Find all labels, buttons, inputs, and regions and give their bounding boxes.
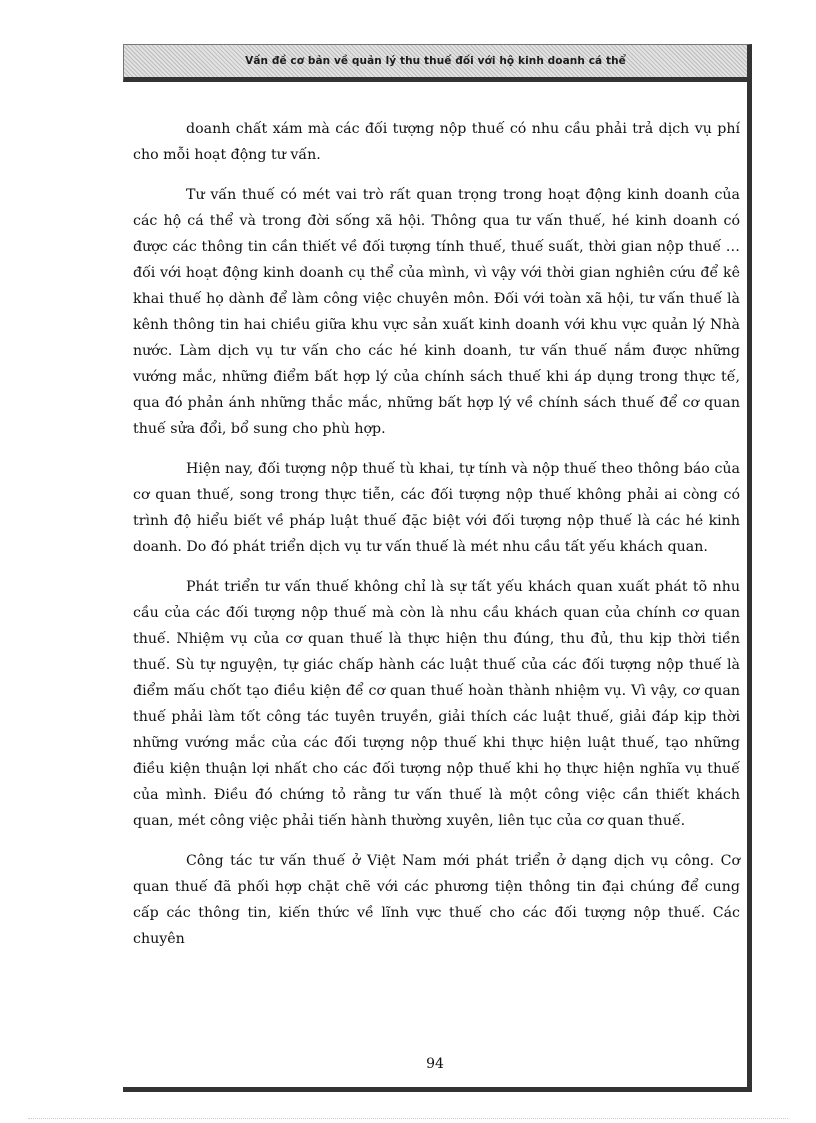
paragraph-1: doanh chất xám mà các đối tượng nộp thuế có nhu cầu phải trả dịch vụ phí cho mỗi hoạt động tư vấn.: [133, 121, 740, 163]
bottom-divider: [28, 1118, 788, 1119]
page-number: 94: [426, 1056, 444, 1072]
paragraph-5: Công tác tư vấn thuế ở Việt Nam mới phát triển ở dạng dịch vụ công. Cơ quan thuế đã phối hợp chặt chẽ với các phương tiện thông tin đại chúng để cung cấp các thông tin, kiến thức về lĩnh vực thuế cho các đối tượng nộp thuế. Các chuyên: [133, 853, 740, 947]
paragraph-3: Hiện nay, đối tượng nộp thuế tù khai, tự tính và nộp thuế theo thông báo của cơ quan thuế, song trong thực tiễn, các đối tượng nộp thuế không phải ai còng có trình độ hiểu biết về pháp luật thuế đặc biệt với đối tượng nộp thuế là các hé kinh doanh. Do đó phát triển dịch vụ tư vấn thuế là mét nhu cầu tất yếu khách quan.: [133, 461, 740, 555]
header-title: Vấn đề cơ bản về quản lý thu thuế đối với hộ kinh doanh cá thể: [245, 55, 626, 67]
paragraph-4: Phát triển tư vấn thuế không chỉ là sự tất yếu khách quan xuất phát tõ nhu cầu của các đối tượng nộp thuế mà còn là nhu cầu khách quan của chính cơ quan thuế. Nhiệm vụ của cơ quan thuế là thực hiện thu đúng, thu đủ, thu kịp thời tiền thuế. Sù tự nguyện, tự giác chấp hành các luật thuế của các đối tượng nộp thuế là điểm mấu chốt tạo điều kiện để cơ quan thuế hoàn thành nhiệm vụ. Vì vậy, cơ quan thuế phải làm tốt công tác tuyên truyền, giải thích các luật thuế, giải đáp kịp thời những vướng mắc của các đối tượng nộp thuế khi thực hiện luật thuế, tạo những điều kiện thuận lợi nhất cho các đối tượng nộp thuế khi họ thực hiện nghĩa vụ thuế của mình. Điều đó chứng tỏ rằng tư vấn thuế là một công việc cần thiết khách quan, mét công việc phải tiến hành thường xuyên, liên tục của cơ quan thuế.: [133, 579, 740, 829]
running-header: [123, 44, 752, 82]
paragraph-2: Tư vấn thuế có mét vai trò rất quan trọng trong hoạt động kinh doanh của các hộ cá thể và trong đời sống xã hội. Thông qua tư vấn thuế, hé kinh doanh có được các thông tin cần thiết về đối tượng tính thuế, thuế suất, thời gian nộp thuế … đối với hoạt động kinh doanh cụ thể của mình, vì vậy với thời gian nghiên cứu để kê khai thuế họ dành để làm công việc chuyên môn. Đối với toàn xã hội, tư vấn thuế là kênh thông tin hai chiều giữa khu vực sản xuất kinh doanh với khu vực quản lý Nhà nước. Làm dịch vụ tư vấn cho các hé kinh doanh, tư vấn thuế nắm được những vướng mắc, những điểm bất hợp lý của chính sách thuế khi áp dụng trong thực tế, qua đó phản ánh những thắc mắc, những bất hợp lý về chính sách thuế để cơ quan thuế sửa đổi, bổ sung cho phù hợp.: [133, 187, 740, 437]
body-text: [133, 116, 740, 966]
